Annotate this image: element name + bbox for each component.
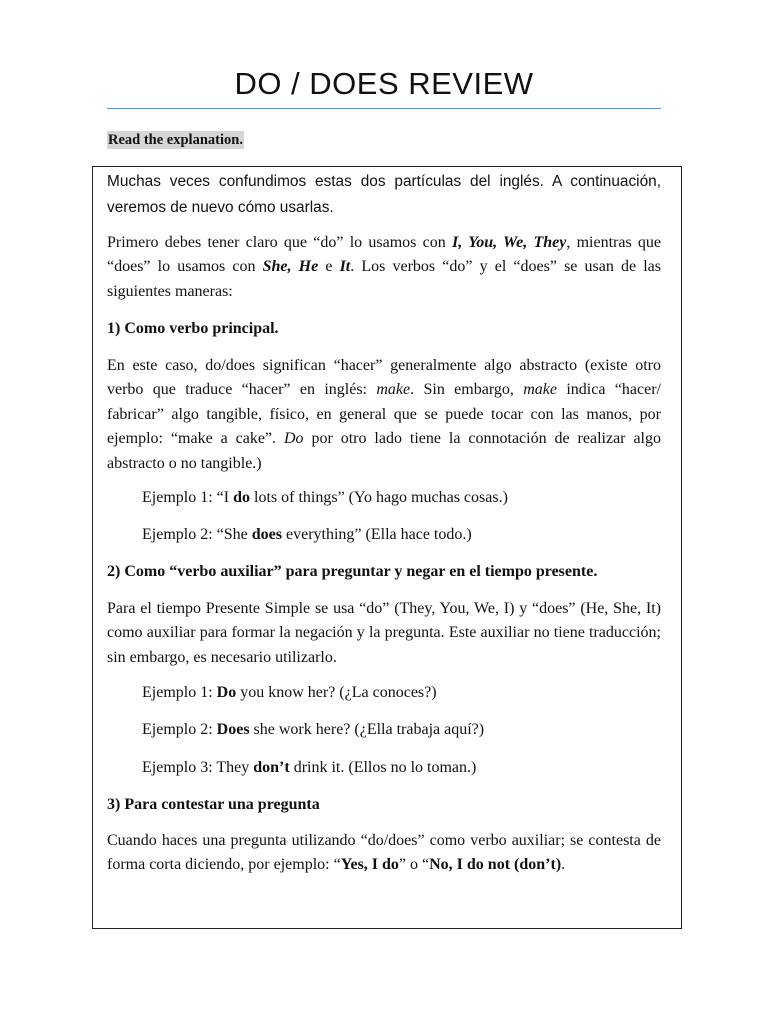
- section-heading-3: 3) Para contestar una pregunta: [107, 796, 320, 813]
- paragraph-answer: [107, 829, 661, 878]
- bold-span: No, I do not (don’t): [429, 856, 562, 874]
- italic-span: Do: [283, 430, 304, 448]
- bold-span: do: [233, 489, 250, 506]
- paragraph-subjects: [107, 231, 661, 304]
- text-span: . Los verbos “do” y el “does” se usan de las siguientes maneras:: [107, 258, 662, 300]
- text-span: En este caso, do/does significan “hacer” generalmente algo abstracto (existe otro verbo que traduce “hacer” en inglés:: [107, 357, 661, 399]
- paragraph-main-verb: [107, 354, 661, 476]
- text-span: drink it. (Ellos no lo toman.): [289, 759, 477, 776]
- intro-paragraph: Muchas veces confundimos estas dos partículas del inglés. A continuación, veremos de nuevo cómo usarlas.: [107, 173, 661, 216]
- bold-span: Yes, I do: [340, 856, 399, 874]
- page-title: DO / DOES REVIEW: [234, 66, 534, 101]
- bold-span: don’t: [253, 759, 290, 776]
- text-span: .: [561, 856, 566, 874]
- example-line: [142, 487, 662, 509]
- bold-span: Does: [216, 721, 250, 738]
- italic-span: make: [523, 381, 557, 399]
- bold-span: Do: [216, 684, 237, 701]
- text-span: Ejemplo 3: They: [142, 759, 254, 776]
- example-line: [142, 524, 662, 546]
- section-heading-2: 2) Como “verbo auxiliar” para preguntar y negar en el tiempo presente.: [107, 563, 598, 580]
- bold-italic-span: I, You, We, They: [452, 234, 567, 251]
- text-span: everything” (Ella hace todo.): [282, 526, 472, 543]
- text-span: e: [318, 258, 340, 276]
- text-span: . Sin embargo,: [410, 381, 524, 399]
- text-span: Ejemplo 1: “I: [142, 489, 234, 506]
- section-heading-1: 1) Como verbo principal.: [107, 320, 279, 337]
- text-span: , mientras que “does” lo usamos con: [107, 234, 662, 276]
- text-span: ” o “: [398, 856, 430, 874]
- text-span: Ejemplo 2: “She: [142, 526, 252, 543]
- text-span: por otro lado tiene la connotación de realizar algo abstracto o no tangible.): [107, 430, 661, 472]
- text-span: Ejemplo 1:: [142, 684, 217, 701]
- text-span: she work here? (¿Ella trabaja aquí?): [249, 721, 485, 738]
- example-line: [142, 682, 662, 704]
- example-line: [142, 757, 662, 779]
- text-span: you know her? (¿La conoces?): [236, 684, 437, 701]
- instruction-label: Read the explanation.: [108, 132, 243, 148]
- text-span: Cuando haces una pregunta utilizando “do/does” como verbo auxiliar; se contesta de forma corta diciendo, por ejemplo: “: [107, 832, 661, 874]
- bold-italic-span: It: [339, 258, 351, 276]
- bold-span: does: [251, 526, 282, 543]
- text-span: Ejemplo 2:: [142, 721, 217, 738]
- title-underline: [107, 108, 661, 109]
- bold-italic-span: She, He: [262, 258, 319, 276]
- example-line: [142, 719, 662, 741]
- text-span: lots of things” (Yo hago muchas cosas.): [250, 489, 508, 506]
- paragraph-auxiliary: Para el tiempo Presente Simple se usa “do” (They, You, We, I) y “does” (He, She, It) como auxiliar para formar la negación y la pregunta. Este auxiliar no tiene traducción; sin embargo, es necesario utilizarlo.: [107, 600, 661, 666]
- text-span: indica “hacer/ fabricar” algo tangible, físico, en general que se puede tocar con las manos, por ejemplo: “make a cake”.: [107, 381, 661, 448]
- text-span: Primero debes tener claro que “do” lo usamos con: [107, 234, 453, 251]
- italic-span: make: [376, 381, 411, 399]
